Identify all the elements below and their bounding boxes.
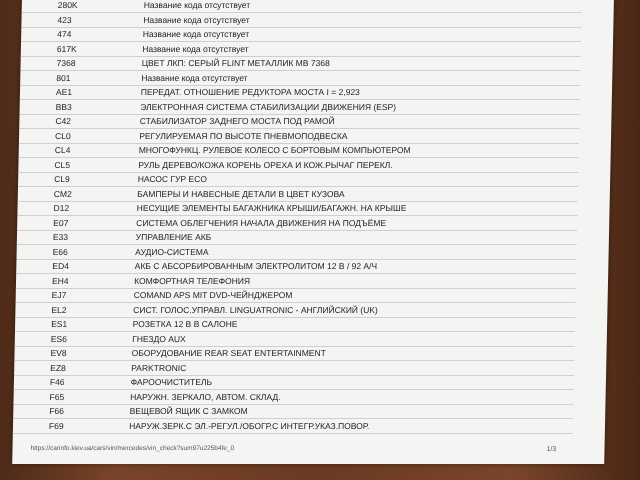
option-code: 617K [56,43,77,54]
option-code: 801 [56,72,71,83]
table-row [13,419,573,434]
option-code: ED4 [52,261,69,271]
option-code: F66 [49,406,65,416]
table-row [16,245,576,260]
table-row [16,259,576,274]
option-description: АКБ С АБСОРБИРОВАННЫМ ЭЛЕКТРОЛИТОМ 12 В / 92 А/Ч [134,261,378,271]
table-row [16,274,576,289]
option-code: E33 [52,232,69,242]
option-code: CM2 [53,188,72,199]
option-description: РОЗЕТКА 12 В В САЛОНЕ [132,319,238,329]
table-row [18,187,578,202]
option-description: НАРУЖН. ЗЕРКАЛО, АВТОМ. СКЛАД. [130,391,281,402]
option-description: БАМПЕРЫ И НАВЕСНЫЕ ДЕТАЛИ В ЦВЕТ КУЗОВА [137,188,345,199]
table-row [20,71,580,86]
option-description: ЭЛЕКТРОННАЯ СИСТЕМА СТАБИЛИЗАЦИИ ДВИЖЕНИЯ (ESP) [140,101,397,112]
option-code: ES6 [50,333,68,344]
option-code: 474 [57,29,72,39]
option-description: Название кода отсутствует [143,0,251,10]
table-row [20,85,580,100]
table-row [14,375,574,390]
option-description: ФАРООЧИСТИТЕЛЬ [130,377,213,387]
table-row [14,361,574,376]
table-row [15,317,575,332]
option-description: НАСОС ГУР ECO [137,174,208,184]
table-row [18,172,578,187]
option-code: CL4 [54,145,71,155]
option-code: EH4 [51,275,69,286]
table-row [20,100,580,115]
footer-url: https://carinfo.kiev.ua/cars/vin/mercedes/vin_check?sum97u225b4fe_0 [30,445,235,452]
table-row [18,158,578,173]
option-description: ЦВЕТ ЛКП: СЕРЫЙ FLINT МЕТАЛЛИК MB 7368 [141,58,330,68]
option-code: EZ8 [50,362,66,373]
table-row [13,404,573,419]
option-code: E07 [53,217,69,228]
option-code: E66 [52,246,68,257]
option-description: СИСТ. ГОЛОС.УПРАВЛ. LINGUATRONIC - АНГЛИЙСКИЙ (UK) [133,304,378,315]
option-code: 280K [57,0,78,10]
option-code: EL2 [51,304,67,315]
option-description: МНОГОФУНКЦ. РУЛЕВОЕ КОЛЕСО С БОРТОВЫМ КОМПЬЮТЕРОМ [138,145,411,155]
option-description: ОБОРУДОВАНИЕ REAR SEAT ENTERTAINMENT [131,348,326,358]
option-code: F69 [48,420,64,431]
option-code: EJ7 [51,290,67,300]
table-row [22,0,582,13]
option-code: EV8 [50,348,67,358]
option-description: СТАБИЛИЗАТОР ЗАДНЕГО МОСТА ПОД РАМОЙ [139,116,335,126]
option-description: PARKTRONIC [131,362,187,373]
table-row [13,390,573,405]
option-description: ВЕЩЕВОЙ ЯЩИК С ЗАМКОМ [129,406,248,416]
table-row [19,143,579,158]
option-description: ГНЕЗДО AUX [132,333,186,344]
option-description: УПРАВЛЕНИЕ АКБ [135,232,212,242]
option-code: F65 [49,391,65,402]
option-code: F46 [49,377,65,387]
option-code: CL5 [54,159,71,170]
option-code: ES1 [51,319,68,329]
option-code: AE1 [55,87,73,97]
option-description: НЕСУЩИЕ ЭЛЕМЕНТЫ БАГАЖНИКА КРЫШИ/БАГАЖН. НА КРЫШЕ [136,203,407,213]
table-row [15,303,575,318]
option-description: РУЛЬ ДЕРЕВО/КОЖА КОРЕНЬ ОРЕХА И КОЖ.РЫЧАГ ПЕРЕКЛ. [138,159,393,170]
option-description: Название кода отсутствует [143,14,250,25]
page-number: 1/3 [546,446,557,453]
table-row [19,114,579,129]
table-row [17,216,577,231]
option-code: CL0 [54,130,71,141]
option-description: НАРУЖ.ЗЕРК.С ЭЛ.-РЕГУЛ./ОБОГР.С ИНТЕГР.УКАЗ.ПОВОР. [129,420,370,431]
option-description: ПЕРЕДАТ. ОТНОШЕНИЕ РЕДУКТОРА МОСТА I = 2,923 [140,87,360,97]
option-description: Название кода отсутствует [142,29,250,39]
table-row [21,13,581,28]
option-code: 7368 [56,58,76,68]
option-code: C42 [55,116,72,126]
table-row [21,27,581,42]
table-row [14,346,574,361]
option-description: Название кода отсутствует [142,43,249,54]
option-description: АУДИО-СИСТЕМА [135,246,209,257]
option-code: 423 [57,14,72,25]
option-description: РЕГУЛИРУЕМАЯ ПО ВЫСОТЕ ПНЕВМОПОДВЕСКА [139,130,348,141]
option-code: BB3 [55,101,72,112]
option-description: КОМФОРТНАЯ ТЕЛЕФОНИЯ [134,275,251,286]
table-row [17,201,577,216]
table-row [21,42,581,57]
table-row [20,56,580,71]
printed-page [12,0,614,464]
table-row [19,129,579,144]
option-description: Название кода отсутствует [141,72,248,83]
table-row [17,230,577,245]
table-row [15,332,575,347]
option-code: CL9 [54,174,70,184]
option-description: COMAND APS MIT DVD-ЧЕЙНДЖЕРОМ [133,290,293,300]
option-code: D12 [53,203,70,213]
option-description: СИСТЕМА ОБЛЕГЧЕНИЯ НАЧАЛА ДВИЖЕНИЯ НА ПОДЪЁМЕ [136,217,387,228]
table-row [16,288,576,303]
